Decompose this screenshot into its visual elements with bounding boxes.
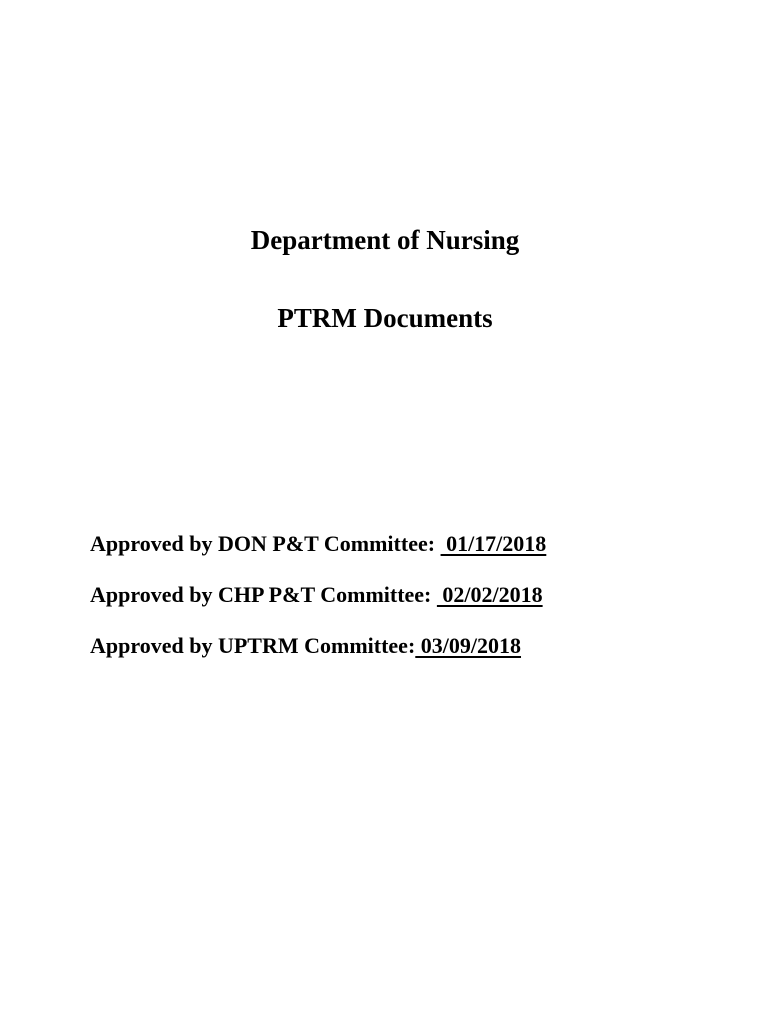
approval-line-don	[90, 531, 750, 582]
approval-label: Approved by CHP P&T Committee:	[90, 582, 437, 607]
approval-line-uptrm	[90, 633, 750, 684]
approval-date: 02/02/2018	[436, 582, 543, 607]
approval-label: Approved by UPTRM Committee:	[90, 633, 416, 658]
document-subtitle: PTRM Documents	[277, 303, 493, 333]
approval-line-chp	[90, 582, 750, 633]
approval-date: 03/09/2018	[415, 633, 522, 658]
approval-list	[90, 531, 750, 684]
approval-date: 01/17/2018	[440, 531, 547, 556]
department-title: Department of Nursing	[250, 225, 520, 255]
approval-label: Approved by DON P&T Committee:	[90, 531, 441, 556]
